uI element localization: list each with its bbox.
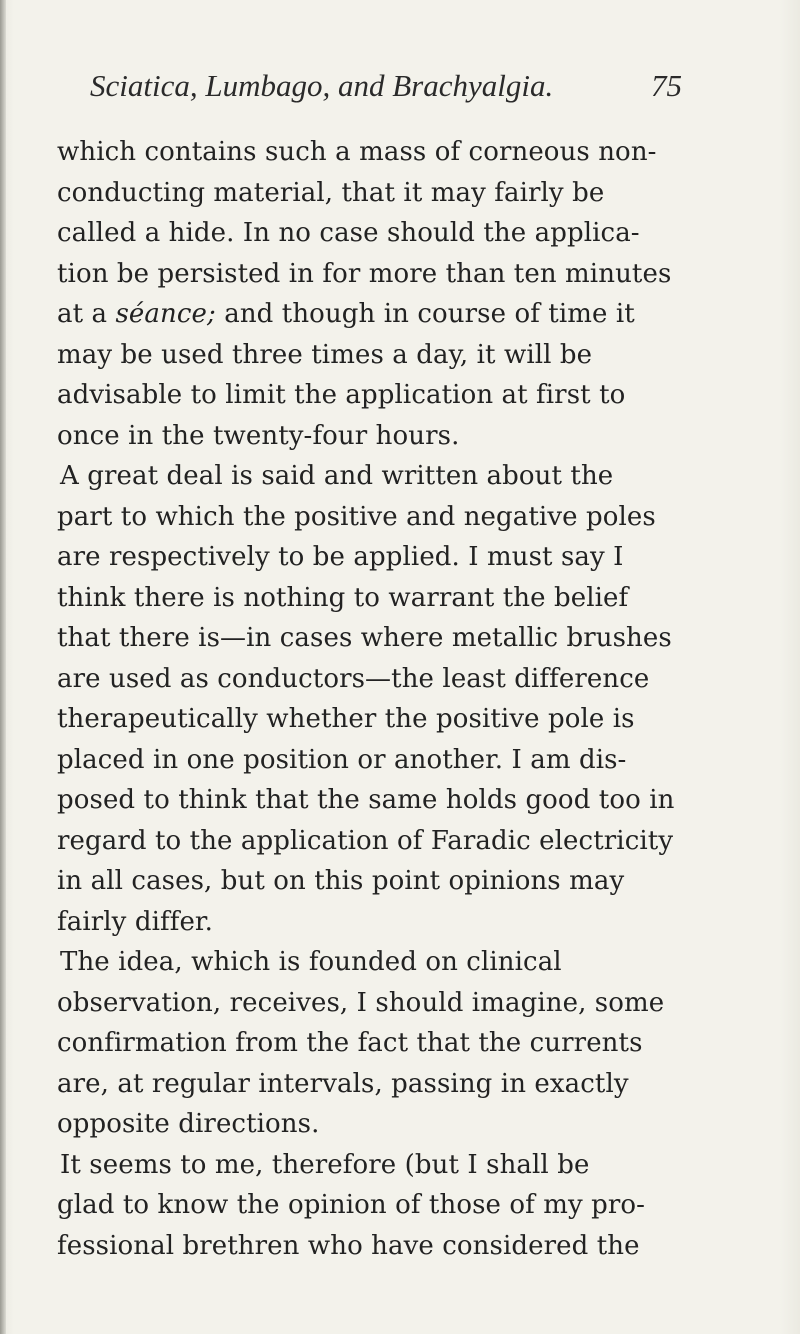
- text-line: called a hide. In no case should the applica-: [57, 218, 640, 248]
- text-line: advisable to limit the application at first to: [57, 380, 626, 410]
- page-number: 75: [651, 68, 682, 103]
- italic-term: séance;: [115, 299, 216, 329]
- running-header: [90, 68, 682, 112]
- text-line: conducting material, that it may fairly be: [57, 177, 605, 208]
- page-binding-edge: [0, 0, 6, 1334]
- paragraph-start-line: It seems to me, therefore (but I shall be: [60, 1149, 590, 1180]
- text-line: which contains such a mass of corneous non-: [57, 137, 657, 167]
- text-line: are respectively to be applied. I must say I: [57, 542, 624, 572]
- text-line: regard to the application of Faradic electricity: [57, 825, 674, 856]
- text-line: think there is nothing to warrant the belief: [57, 582, 629, 613]
- text-line: glad to know the opinion of those of my pro-: [57, 1190, 646, 1220]
- text-line: confirmation from the fact that the currents: [57, 1028, 643, 1058]
- text-line: part to which the positive and negative poles: [57, 501, 656, 532]
- text-line: opposite directions.: [57, 1109, 320, 1139]
- text-line: placed in one position or another. I am dis-: [57, 744, 627, 775]
- text-line: therapeutically whether the positive pole is: [57, 704, 635, 734]
- text-line: are used as conductors—the least difference: [57, 663, 650, 694]
- text-line: [57, 294, 697, 335]
- text-line: are, at regular intervals, passing in exactly: [57, 1068, 629, 1099]
- paragraph-start-line: The idea, which is founded on clinical: [60, 947, 562, 977]
- text-segment: and though in course of time it: [215, 299, 635, 329]
- text-segment: at a: [57, 299, 116, 329]
- text-line: once in the twenty-four hours.: [57, 420, 460, 451]
- text-line: fessional brethren who have considered the: [57, 1230, 640, 1261]
- text-line: tion be persisted in for more than ten minutes: [57, 258, 672, 289]
- text-line: observation, receives, I should imagine, some: [57, 987, 665, 1018]
- text-line: that there is—in cases where metallic brushes: [57, 623, 672, 653]
- text-line: fairly differ.: [57, 906, 213, 937]
- text-line: in all cases, but on this point opinions may: [57, 866, 625, 896]
- paragraph-start-line: A great deal is said and written about the: [60, 461, 614, 491]
- text-line: posed to think that the same holds good too in: [57, 785, 675, 815]
- body-text: [57, 132, 697, 1266]
- running-title: Sciatica, Lumbago, and Brachyalgia.: [90, 68, 554, 103]
- text-line: may be used three times a day, it will be: [57, 339, 593, 370]
